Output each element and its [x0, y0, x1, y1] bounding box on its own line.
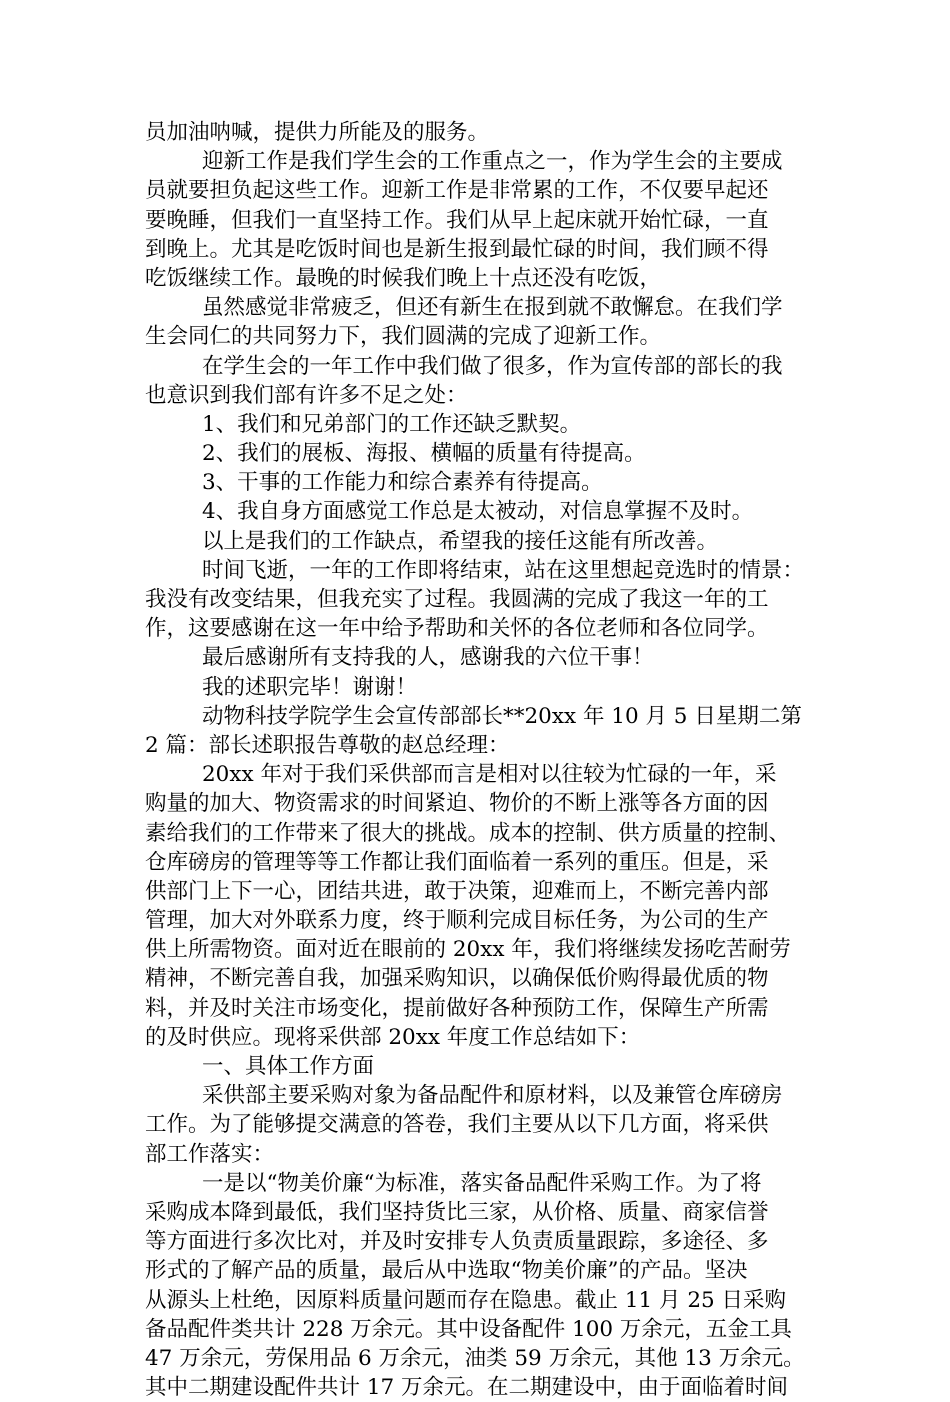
text-line: 从源头上杜绝，因原料质量问题而存在隐患。截止 11 月 25 日采购	[145, 1287, 787, 1313]
text-line: 备品配件类共计 228 万余元。其中设备配件 100 万余元，五金工具	[145, 1316, 792, 1342]
text-line: 一是以“物美价廉“为标准，落实备品配件采购工作。为了将	[202, 1170, 762, 1196]
text-line: 作，这要感谢在这一年中给予帮助和关怀的各位老师和各位同学。	[145, 616, 769, 642]
text-line: 在学生会的一年工作中我们做了很多，作为宣传部的部长的我	[202, 353, 783, 379]
text-line: 时间飞逝，一年的工作即将结束，站在这里想起竞选时的情景：	[202, 557, 805, 583]
text-line: 到晚上。尤其是吃饭时间也是新生报到最忙碌的时间，我们顾不得	[145, 236, 769, 262]
text-line: 20xx 年对于我们采供部而言是相对以往较为忙碌的一年，采	[202, 762, 777, 788]
text-line: 的及时供应。现将采供部 20xx 年度工作总结如下：	[145, 1024, 641, 1050]
text-line: 生会同仁的共同努力下，我们圆满的完成了迎新工作。	[145, 324, 662, 350]
text-line: 采供部主要采购对象为备品配件和原材料，以及兼管仓库磅房	[202, 1083, 783, 1109]
text-line: 等方面进行多次比对，并及时安排专人负责质量跟踪，多途径、多	[145, 1229, 769, 1255]
text-line: 要晚睡，但我们一直坚持工作。我们从早上起床就开始忙碌，一直	[145, 207, 769, 233]
text-line: 迎新工作是我们学生会的工作重点之一，作为学生会的主要成	[202, 149, 783, 175]
text-line: 1、我们和兄弟部门的工作还缺乏默契。	[202, 411, 582, 437]
text-line: 2 篇：部长述职报告尊敬的赵总经理：	[145, 732, 510, 758]
text-line: 吃饭继续工作。最晚的时候我们晚上十点还没有吃饭，	[145, 265, 662, 291]
text-line: 我的述职完毕！谢谢！	[202, 674, 418, 700]
text-line: 虽然感觉非常疲乏，但还有新生在报到就不敢懈怠。在我们学	[202, 295, 783, 321]
text-line: 动物科技学院学生会宣传部部长**20xx 年 10 月 5 日星期二第	[202, 703, 802, 729]
text-line: 以上是我们的工作缺点，希望我的接任这能有所改善。	[202, 528, 719, 554]
text-line: 员就要担负起这些工作。迎新工作是非常累的工作，不仅要早起还	[145, 178, 769, 204]
text-line: 2、我们的展板、海报、横幅的质量有待提高。	[202, 441, 646, 467]
text-line: 一、具体工作方面	[202, 1054, 375, 1079]
text-line: 采购成本降到最低，我们坚持货比三家，从价格、质量、商家信誉	[145, 1199, 769, 1225]
text-line: 购量的加大、物资需求的时间紧迫、物价的不断上涨等各方面的因	[145, 791, 769, 817]
text-line: 仓库磅房的管理等等工作都让我们面临着一系列的重压。但是，采	[145, 849, 769, 875]
text-line: 47 万余元，劳保用品 6 万余元，油类 59 万余元，其他 13 万余元。	[145, 1345, 805, 1371]
text-line: 工作。为了能够提交满意的答卷，我们主要从以下几方面，将采供	[145, 1112, 769, 1138]
text-line: 3、干事的工作能力和综合素养有待提高。	[202, 470, 603, 496]
text-line: 其中二期建设配件共计 17 万余元。在二期建设中，由于面临着时间	[145, 1375, 789, 1401]
text-line: 素给我们的工作带来了很大的挑战。成本的控制、供方质量的控制、	[145, 820, 791, 846]
text-line: 供部门上下一心，团结共进，敢于决策，迎难而上，不断完善内部	[145, 878, 769, 904]
text-line: 精神，不断完善自我，加强采购知识，以确保低价购得最优质的物	[145, 966, 769, 992]
text-line: 供上所需物资。面对近在眼前的 20xx 年，我们将继续发扬吃苦耐劳	[145, 937, 791, 963]
text-line: 管理，加大对外联系力度，终于顺利完成目标任务，为公司的生产	[145, 908, 769, 934]
text-line: 最后感谢所有支持我的人，感谢我的六位干事！	[202, 645, 654, 671]
text-line: 料，并及时关注市场变化，提前做好各种预防工作，保障生产所需	[145, 995, 769, 1021]
text-line: 形式的了解产品的质量，最后从中选取“物美价廉”的产品。坚决	[145, 1258, 748, 1284]
text-line: 4、我自身方面感觉工作总是太被动，对信息掌握不及时。	[202, 499, 754, 525]
text-line: 员加油呐喊，提供力所能及的服务。	[145, 120, 490, 145]
text-line: 也意识到我们部有许多不足之处：	[145, 382, 468, 408]
text-line: 我没有改变结果，但我充实了过程。我圆满的完成了我这一年的工	[145, 587, 769, 612]
document-body	[145, 118, 825, 1402]
text-line: 部工作落实：	[145, 1141, 275, 1167]
